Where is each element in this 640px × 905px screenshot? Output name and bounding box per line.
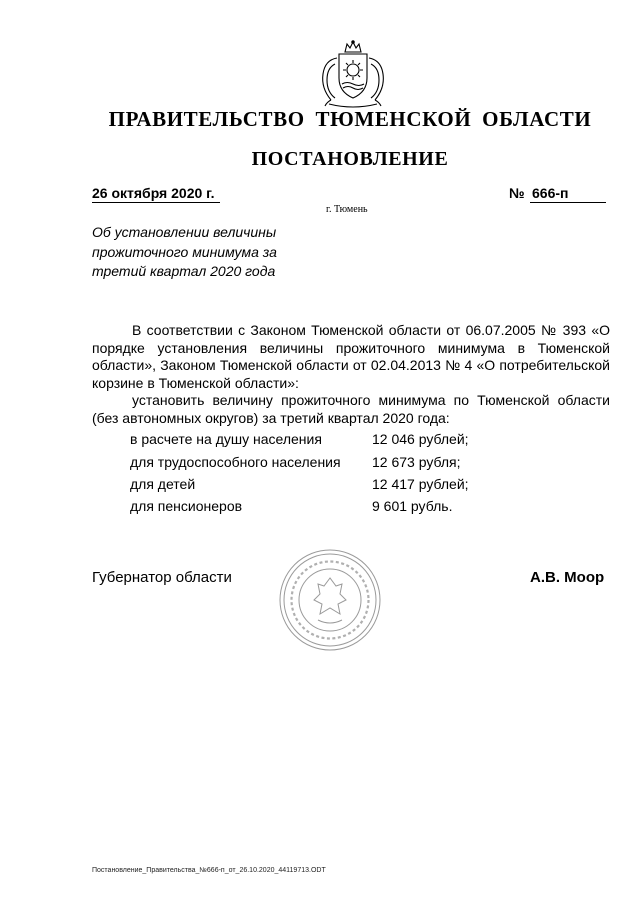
number-label: № xyxy=(509,185,525,201)
signatory-title: Губернатор области xyxy=(92,569,232,586)
resolution-text: установить величину прожиточного минимума по Тюменской области (без автономных округов) за третий квартал 2020 года: xyxy=(92,392,610,426)
row-value: 12 417 рублей; xyxy=(372,476,469,492)
row-label: для пенсионеров xyxy=(130,498,243,514)
document-type-title: ПОСТАНОВЛЕНИЕ xyxy=(251,148,449,170)
row-value: 12 046 рублей; xyxy=(372,431,469,447)
preamble-paragraph xyxy=(92,322,610,392)
official-seal-stamp xyxy=(278,548,382,652)
document-subject: Об установлении величины прожиточного минимума за третий квартал 2020 года xyxy=(92,224,277,279)
document-number: 666-п xyxy=(530,185,606,203)
city-label: г. Тюмень xyxy=(326,204,368,215)
file-name-footer: Постановление_Правительства_№666-п_от_26.10.2020_44119713.ODT xyxy=(92,867,326,874)
document-date: 26 октября 2020 г. xyxy=(92,185,220,203)
row-value: 12 673 рубля; xyxy=(372,454,461,470)
coat-of-arms-emblem xyxy=(315,40,391,110)
row-label: в расчете на душу населения xyxy=(130,431,322,447)
row-label: для детей xyxy=(130,476,196,492)
organization-title: ПРАВИТЕЛЬСТВО ТЮМЕНСКОЙ ОБЛАСТИ xyxy=(108,107,592,131)
signatory-name: А.В. Моор xyxy=(530,569,605,586)
row-label: для трудоспособного населения xyxy=(130,454,341,470)
row-value: 9 601 рубль. xyxy=(372,498,453,514)
resolution-paragraph xyxy=(92,392,610,427)
preamble-text: В соответствии с Законом Тюменской области от 06.07.2005 № 393 «О порядке установления величины прожиточного минимума в Тюменской области», Законом Тюменской области от 02.04.2013 № 4 «О потребительской корзине в Тюменской области»: xyxy=(92,322,610,391)
